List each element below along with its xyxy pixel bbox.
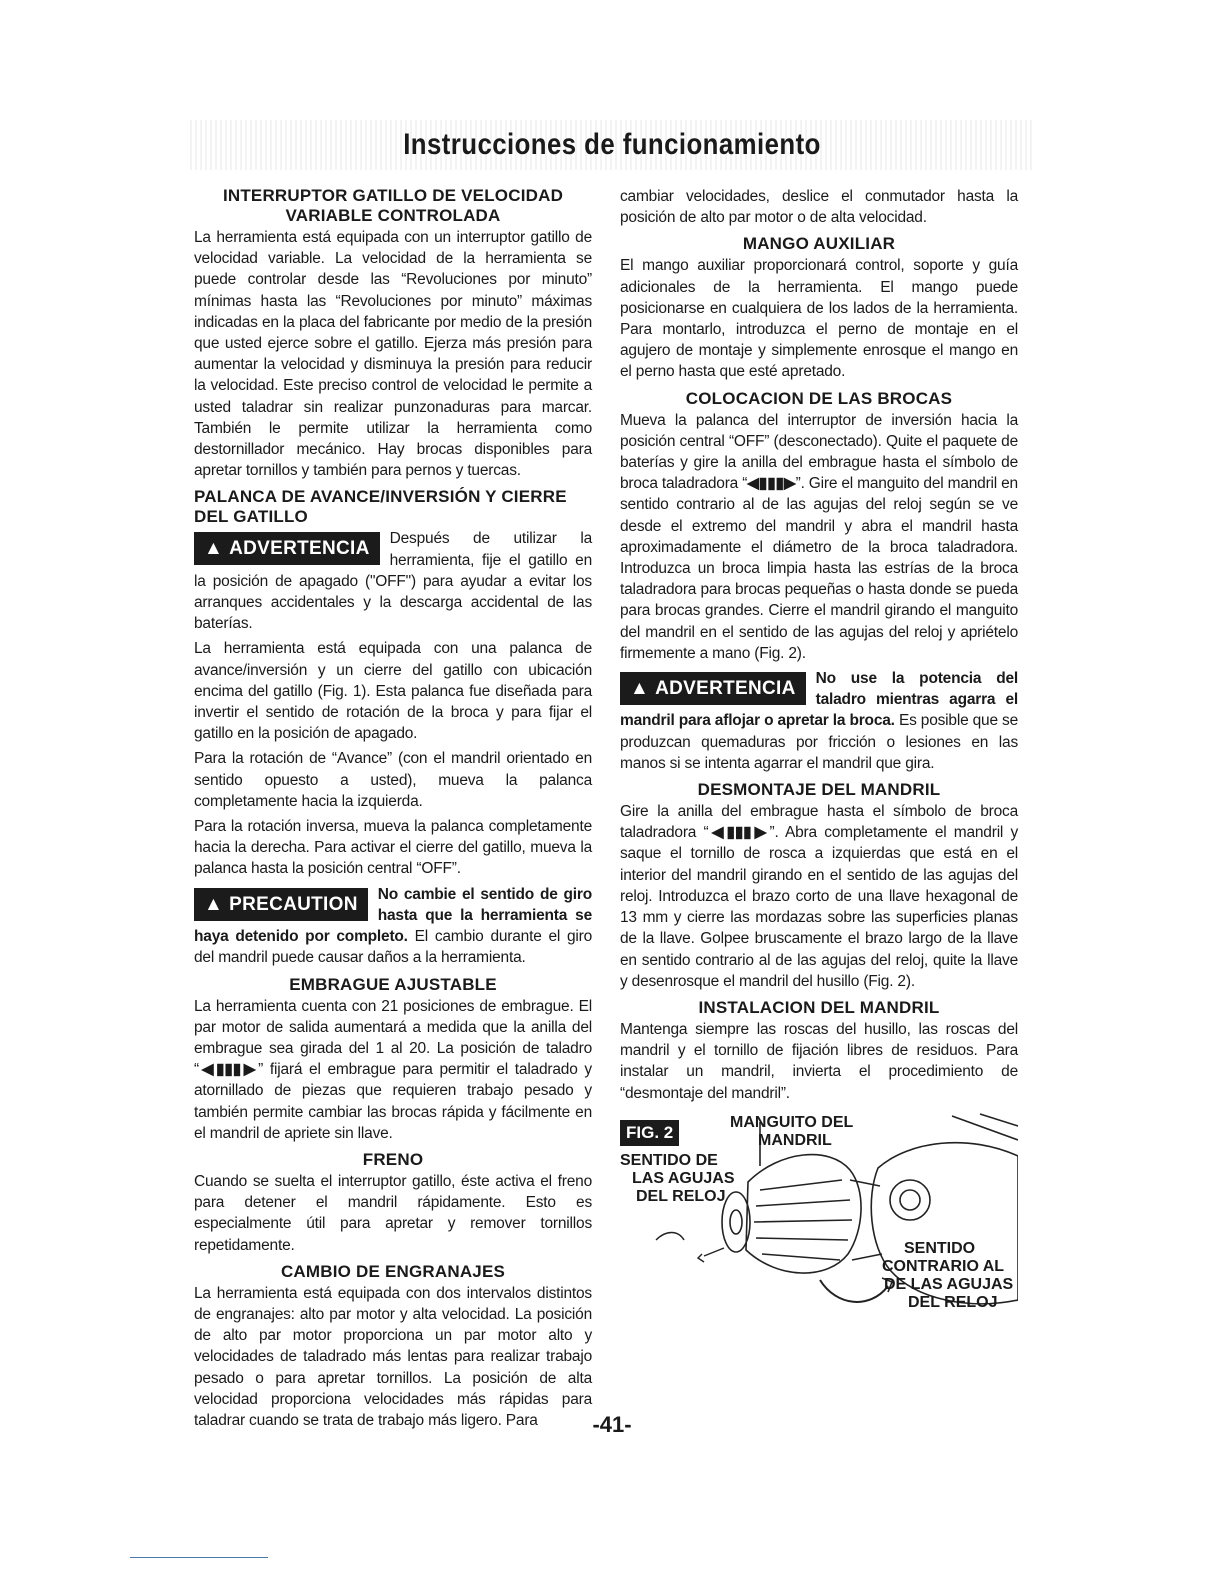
heading-brake: FRENO — [362, 1149, 424, 1169]
screw-icon — [698, 1248, 724, 1262]
heading-gears: CAMBIO DE ENGRANAJES — [280, 1261, 506, 1281]
footer-rule — [130, 1557, 268, 1558]
clutch-text-b: ” fijará el embrague para permitir el taladrado y atornillado de piezas que requieren trabajo pesado y también permite cambiar las brocas rápida y fácilmente en el mandril de apriete sin llave. — [194, 1061, 592, 1142]
heading-chuck-removal: DESMONTAJE DEL MANDRIL — [697, 780, 941, 800]
page-number: -41- — [592, 1412, 632, 1437]
warning-badge-label: ADVERTENCIA — [655, 678, 796, 700]
paragraph-variable-speed: La herramienta está equipada con un interruptor gatillo de velocidad variable. La velocidad de la herramienta se puede controlar desde las “Revoluciones por minuto” mínimas hasta las “Revoluciones por minuto” máximas indicadas en la placa del fabricante por medio de la presión que usted ejerce sobre el gatillo. Ejerza más presión para aumentar la velocidad y disminuya la presión para reducir la velocidad. Este preciso control de velocidad le permite a usted taladrar sin realizar punzonaduras para marcar. También le permite utilizar la herramienta como destornillador mecánico. Hay brocas disponibles para apretar tornillos y también para pernos y tuercas. — [194, 229, 592, 480]
paragraph-chuck-removal — [620, 801, 1018, 992]
warning-block-1 — [194, 528, 592, 634]
right-column — [620, 186, 1018, 1332]
bit-install-text-a: Mueva la palanca del interruptor de inversión hacia la posición central “OFF” (desconectado). Quite el paquete de baterías y gire la anilla del embrague hasta el símbolo de broca taladradora “ — [620, 411, 1018, 493]
caution-block — [194, 884, 592, 969]
heading-clutch: EMBRAGUE AJUSTABLE — [289, 974, 497, 994]
paragraph-lever: La herramienta está equipada con una palanca de avance/inversión y un cierre del gatillo con ubicación encima del gatillo (Fig. 1). Esta palanca fue diseñada para invertir el sentido de rotación de la broca y para fijar el gatillo en la posición de apagado. — [194, 640, 592, 743]
drill-bit-symbol-icon: ◀▮▮▮▶ — [198, 1061, 259, 1079]
heading-chuck-install: INSTALACION DEL MANDRIL — [698, 997, 940, 1017]
warning-triangle-icon: ▲ — [630, 678, 650, 700]
label-cw-3: DEL RELOJ — [636, 1187, 726, 1205]
heading-aux-handle: MANGO AUXILIAR — [742, 234, 896, 254]
paragraph-forward: Para la rotación de “Avance” (con el mandril orientado en sentido opuesto a usted), mueva la palanca completamente hacia la izquierda. — [194, 750, 592, 810]
label-sleeve-1: MANGUITO DEL — [730, 1113, 854, 1131]
paragraph-chuck-install: Mantenga siempre las roscas del husillo, las roscas del mandril y el tornillo de fijación libres de residuos. Para instalar un mandril, invierta el procedimiento de “desmontaje del mandril”. — [620, 1020, 1018, 1102]
label-ccw-3: DE LAS AGUJAS — [884, 1275, 1014, 1293]
bit-install-text-b: ”. Gire el manguito del mandril en sentido contrario al de las agujas del reloj según se ve desde el extremo del mandril y abra el mandril hasta aproximadamente el diámetro de la broca taladradora. Introduzca un broca limpia hasta las estrías de la broca taladradora para brocas pequeñas o hasta donde se pueda para brocas grandes. Cierre el mandril girando el manguito del mandril en el sentido de las agujas del reloj y apriételo firmemente a mano (Fig. 2). — [620, 475, 1018, 662]
warning-triangle-icon: ▲ — [204, 893, 224, 915]
label-cw-1: SENTIDO DE — [620, 1151, 718, 1169]
cw-arrow-icon — [656, 1232, 684, 1240]
warning-badge — [194, 532, 380, 565]
paragraph-brake: Cuando se suelta el interruptor gatillo, éste activa el freno para detener el mandril rápidamente. Esto es especialmente útil para apretar y remover tornillos repetidamente. — [194, 1172, 592, 1254]
paragraph-clutch — [194, 996, 592, 1144]
paragraph-gears: La herramienta está equipada con dos intervalos distintos de engranajes: alto par motor y alta velocidad. La posición de alto par motor proporciona un par motor alto y velocidades de taladrado más lentas para realizar trabajo pesado o para apretar tornillos. La posición de alta velocidad proporciona velocidades más rápidas para taladrar cuando se trata de trabajo más ligero. Para — [194, 1284, 592, 1429]
label-ccw-4: DEL RELOJ — [908, 1293, 998, 1311]
label-sleeve-2: MANDRIL — [758, 1131, 832, 1149]
chuck-sleeve-shape — [746, 1154, 861, 1272]
heading-bit-install: COLOCACION DE LAS BROCAS — [685, 388, 953, 408]
left-column — [194, 186, 592, 1435]
warning-badge-label: ADVERTENCIA — [229, 538, 370, 560]
warning-block-2 — [620, 668, 1018, 774]
paragraph-bit-install — [620, 410, 1018, 664]
drill-bit-symbol-icon: ◀▮▮▮▶ — [747, 475, 796, 493]
paragraph-aux-handle: El mango auxiliar proporcionará control, soporte y guía adicionales de la herramienta. El mango puede posicionarse en cualquiera de los lados de la herramienta. Para montarlo, introduzca el perno de montaje en el agujero de montaje y simplemente enrosque el mango en el perno hasta que esté apretado. — [620, 257, 1018, 381]
figure-badge: FIG. 2 — [620, 1120, 679, 1146]
chuck-removal-text-b: ”. Abra completamente el mandril y saque el tornillo de rosca a izquierdas que está en el interior del mandril girando en el sentido de las agujas del reloj. Introduzca el brazo corto de una llave hexagonal de 13 mm y cierre las mordazas sobre las superficies planas de la llave. Golpee bruscamente el brazo largo de la llave en sentido contrario al de las agujas del reloj, quite la llave y desenrosque el mandril del husillo (Fig. 2). — [620, 824, 1018, 990]
caution-badge — [194, 888, 368, 921]
label-ccw-2: CONTRARIO AL — [882, 1257, 1005, 1275]
figure-2 — [620, 1110, 1018, 1332]
caution-badge-label: PRECAUTION — [229, 893, 358, 915]
warning-text: Es posible que se produzcan quemaduras por fricción o lesiones en las manos si se intenta agarrar el mandril que gira. — [620, 712, 1019, 772]
label-ccw-1: SENTIDO — [904, 1239, 976, 1257]
caution-bold-text: No cambie el sentido de giro hasta que la herramienta se haya detenido por completo. — [194, 885, 592, 946]
paragraph-gears-cont: cambiar velocidades, deslice el conmutador hasta la posición de alto par motor o de alta velocidad. — [620, 188, 1018, 227]
warning-badge — [620, 672, 806, 705]
warning-bold-text: No use la potencia del taladro mientras agarra el mandril para aflojar o apretar la broca. — [620, 670, 1018, 730]
heading-reverse-lever: PALANCA DE AVANCE/INVERSIÓN Y CIERRE DEL GATILLO — [194, 487, 567, 527]
paragraph-reverse: Para la rotación inversa, mueva la palanca completamente hacia la derecha. Para activar el cierre del gatillo, mueva la palanca hasta la posición central “OFF”. — [194, 818, 592, 878]
caution-text: El cambio durante el giro del mandril puede causar daños a la herramienta. — [194, 928, 592, 967]
warning-triangle-icon: ▲ — [204, 538, 224, 560]
clutch-text-a: La herramienta cuenta con 21 posiciones de embrague. El par motor de salida aumentará a medida que la anilla del embrague sea girada del 1 al 20. La posición de taladro “ — [194, 997, 592, 1079]
ccw-arrow-icon — [820, 1280, 888, 1302]
chuck-nose-shape — [722, 1192, 750, 1252]
drill-bit-symbol-icon: ◀▮▮▮▶ — [708, 824, 770, 842]
label-cw-2: LAS AGUJAS — [632, 1169, 735, 1187]
page-title: Instrucciones de funcionamiento — [403, 128, 821, 161]
warning-text: Después de utilizar la herramienta, fije el gatillo en la posición de apagado ("OFF") para ayudar a evitar los arranques accidentales y la descarga accidental de las baterías. — [194, 530, 592, 633]
chuck-removal-text-a: Gire la anilla del embrague hasta el símbolo de broca taladradora “ — [620, 803, 1018, 842]
heading-variable-speed: INTERRUPTOR GATILLO DE VELOCIDAD VARIABLE CONTROLADA — [222, 186, 564, 225]
